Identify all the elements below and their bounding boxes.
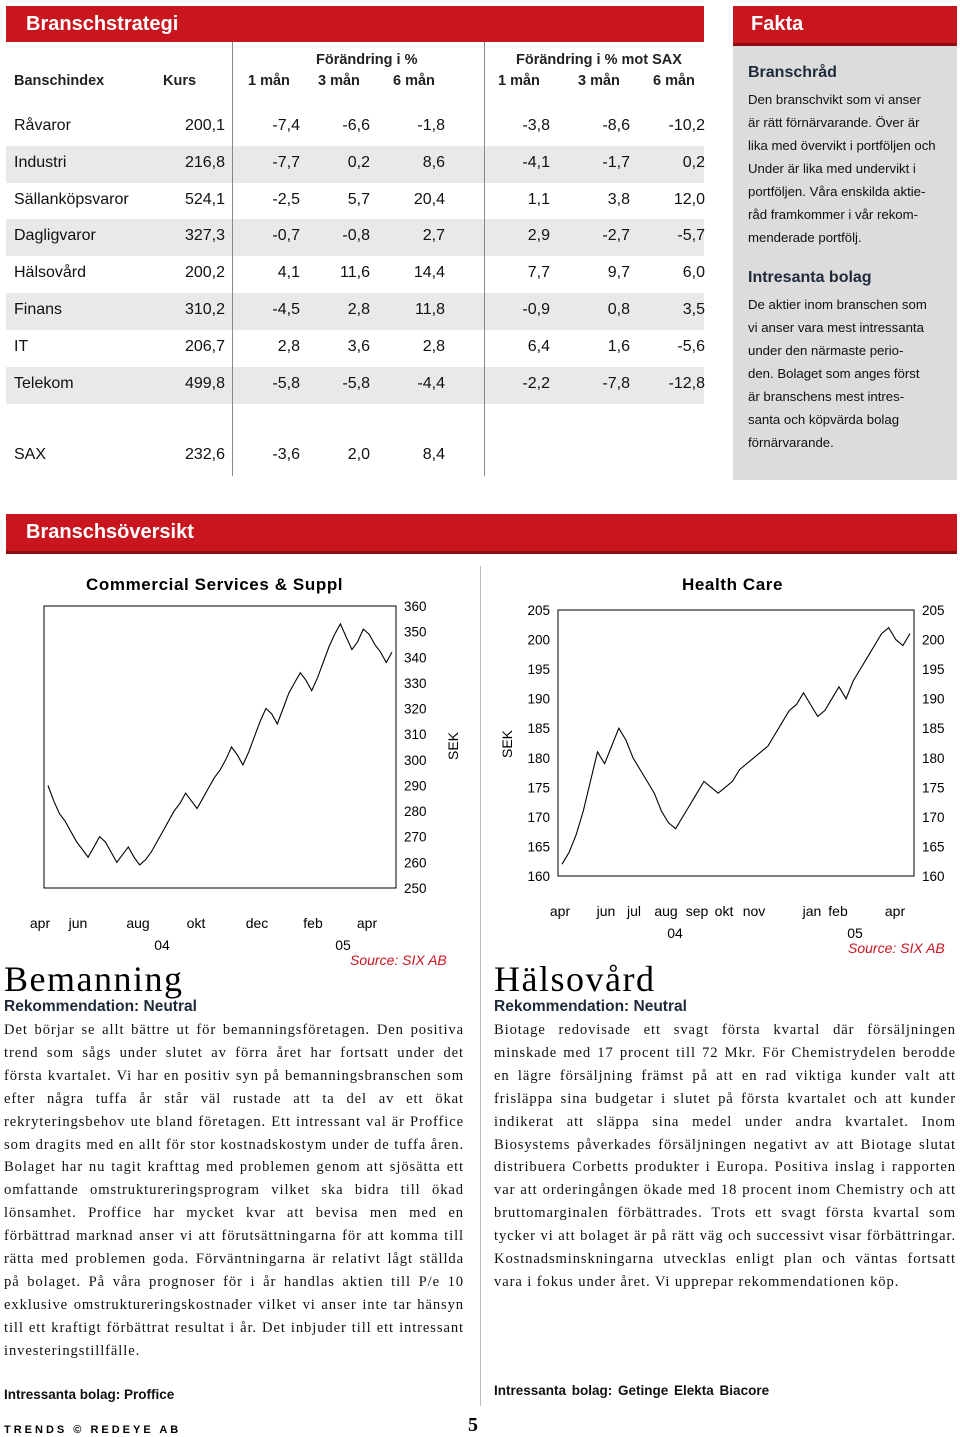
index-value: 2,7 (422, 227, 445, 244)
index-value: -0,9 (522, 301, 550, 318)
index-value: -1,8 (417, 117, 445, 134)
index-value: 0,2 (347, 154, 370, 171)
fakta-section-text: Den branschvikt som vi anser är rätt förnärvarande. Över är lika med övervikt i portföljen och Under är lika med undervikt i portföljen. Våra enskilda aktie- råd framkommer i vår rekom- menderade portfölj. (748, 92, 936, 245)
index-value: -10,2 (668, 117, 705, 134)
index-value: 5,7 (347, 191, 370, 208)
source-label: Source: SIX AB (848, 940, 945, 956)
year-label: 05 (335, 937, 351, 953)
y-axis-unit: SEK (499, 729, 515, 759)
year-label: 04 (154, 937, 170, 953)
index-value: 2,8 (347, 301, 370, 318)
strategy-header (6, 6, 704, 46)
article-recommendation: Rekommendation: Neutral (494, 998, 687, 1015)
article-footer: Intressanta bolag: Getinge Elekta Biacore (494, 1383, 770, 1398)
index-value: 524,1 (184, 191, 225, 208)
y-tick-label: 180 (527, 750, 550, 766)
x-tick-label: apr (356, 915, 378, 931)
y-tick-label: 200 (922, 632, 945, 648)
index-value: 7,7 (527, 264, 550, 281)
fakta-box (733, 6, 957, 480)
y-tick-label: 165 (527, 839, 550, 855)
source-label: Source: SIX AB (350, 952, 447, 968)
x-tick-label: jul (626, 903, 642, 919)
strategy-title: Branschstrategi (26, 13, 179, 35)
year-label: 05 (847, 925, 863, 941)
overview-header (6, 514, 957, 554)
index-name: SAX (14, 446, 47, 463)
index-value: -0,8 (342, 227, 370, 244)
index-value: 200,2 (184, 264, 225, 281)
y-tick-label: 160 (922, 869, 945, 884)
index-value: -4,4 (417, 375, 445, 392)
y-tick-label: 185 (527, 721, 550, 737)
y-tick-label: 200 (527, 632, 550, 648)
column-header: 6 mån (393, 73, 435, 89)
y-tick-label: 350 (404, 624, 427, 640)
index-value: 3,6 (347, 338, 370, 355)
index-value: 0,2 (682, 154, 705, 171)
y-tick-label: 310 (404, 727, 427, 743)
index-value: -3,6 (272, 446, 300, 463)
index-value: -4,1 (522, 154, 550, 171)
x-tick-label: okt (186, 915, 206, 931)
y-tick-label: 280 (404, 804, 427, 820)
article-title: Hälsovård (494, 959, 656, 999)
y-tick-label: 300 (404, 752, 427, 768)
column-header: 6 mån (653, 73, 695, 89)
strategy-table (6, 42, 704, 476)
index-value: -5,8 (342, 375, 370, 392)
index-value: 2,0 (347, 446, 370, 463)
index-value: -2,2 (522, 375, 550, 392)
index-value: 9,7 (607, 264, 630, 281)
x-tick-label: dec (245, 915, 269, 931)
x-tick-label: sep (685, 903, 709, 919)
fakta-title: Fakta (751, 13, 804, 35)
index-value: -8,6 (602, 117, 630, 134)
x-tick-label: okt (714, 903, 734, 919)
y-axis-unit: SEK (445, 731, 461, 761)
column-header: 1 mån (248, 73, 290, 89)
divider (484, 42, 485, 476)
index-value: 8,6 (422, 154, 445, 171)
index-value: 0,8 (607, 301, 630, 318)
y-tick-label: 180 (922, 750, 945, 766)
index-value: 2,8 (422, 338, 445, 355)
column-header: Banschindex (14, 73, 105, 89)
index-name: Industri (14, 154, 67, 171)
x-tick-label: apr (29, 915, 51, 931)
index-value: 3,5 (682, 301, 705, 318)
index-value: 2,9 (527, 227, 550, 244)
x-tick-label: aug (654, 903, 678, 919)
x-tick-label: jun (68, 915, 88, 931)
overview-title: Branschsöversikt (26, 521, 194, 543)
index-value: -5,7 (677, 227, 705, 244)
index-value: 3,8 (607, 191, 630, 208)
index-value: -5,6 (677, 338, 705, 355)
index-value: 12,0 (673, 191, 705, 208)
index-value: -5,8 (272, 375, 300, 392)
index-value: -2,7 (602, 227, 630, 244)
y-tick-label: 290 (404, 778, 427, 794)
index-name: Råvaror (14, 117, 71, 134)
x-tick-label: jun (596, 903, 616, 919)
column-header: 1 mån (498, 73, 540, 89)
plot-area (44, 606, 396, 888)
index-name: Finans (14, 301, 63, 318)
index-value: 232,6 (184, 446, 225, 463)
fakta-section-title: Intresanta bolag (748, 269, 872, 286)
plot-area (558, 610, 914, 876)
index-name: Sällanköpsvaror (14, 191, 129, 208)
index-value: 14,4 (413, 264, 445, 281)
y-tick-label: 250 (404, 881, 427, 896)
y-tick-label: 170 (922, 809, 945, 825)
y-tick-label: 330 (404, 675, 427, 691)
y-tick-label: 175 (527, 780, 550, 796)
index-name: Telekom (14, 375, 74, 392)
article-title: Bemanning (4, 959, 184, 999)
y-tick-label: 185 (922, 721, 945, 737)
index-value: 4,1 (277, 264, 300, 281)
article-footer: Intressanta bolag: Proffice (4, 1387, 175, 1402)
x-tick-label: apr (884, 903, 906, 919)
page-number: 5 (468, 1414, 478, 1436)
index-value: -0,7 (272, 227, 300, 244)
index-value: 1,1 (527, 191, 550, 208)
y-tick-label: 160 (527, 869, 550, 884)
index-value: 11,8 (415, 301, 445, 318)
footer-brand: TRENDS © REDEYE AB (4, 1424, 182, 1436)
index-value: 206,7 (184, 338, 225, 355)
index-value: 327,3 (184, 227, 225, 244)
index-value: -2,5 (272, 191, 300, 208)
index-value: -3,8 (522, 117, 550, 134)
article-body: Biotage redovisade ett svagt första kvartal där försäljningen minskade med 17 procent till 72 Mkr. För Chemistrydelen berodde en lägre försäljning främst på att en rad viktiga kunder valt att frisläppa sina budgetar i slutet på första kvartalet och att kunder indikerat att släppa sina medel under andra kvartalet. Inom Biosystems påverkades försäljningen negativt av att Biotage slutat distribuera Corbetts produkter i Europa. Positiva inslag i rapporten var att orderingången ökade med 18 procent inom Chemistry och att bruttomarginalen förbättrades. Trots ett svagt första kvartal som tycker vi att bolaget är på rätt väg och successivt visar förbättringar. Kostnadsminskningarna utvecklas enligt plan och väntas fortsatt vara i fokus under året. Vi upprepar rekommendationen köp. (494, 1022, 956, 1290)
x-tick-label: apr (549, 903, 571, 919)
index-value: -12,8 (668, 375, 705, 392)
y-tick-label: 340 (404, 650, 427, 666)
x-tick-label: nov (742, 903, 766, 919)
commercial-services-chart (0, 596, 480, 968)
column-header: Kurs (163, 73, 197, 89)
y-tick-label: 260 (404, 855, 427, 871)
column-header: 3 mån (578, 73, 620, 89)
column-header: 3 mån (318, 73, 360, 89)
index-value: -7,8 (602, 375, 630, 392)
y-tick-label: 320 (404, 701, 427, 717)
index-value: 20,4 (413, 191, 445, 208)
index-value: 11,6 (340, 264, 370, 281)
x-tick-label: feb (303, 915, 323, 931)
index-value: -1,7 (602, 154, 630, 171)
index-value: -7,7 (272, 154, 300, 171)
index-value: 1,6 (607, 338, 630, 355)
y-tick-label: 360 (404, 599, 427, 614)
y-tick-label: 205 (527, 603, 550, 618)
index-value: 2,8 (277, 338, 300, 355)
group2-title: Förändring i % mot SAX (516, 52, 682, 68)
y-tick-label: 165 (922, 839, 945, 855)
index-value: 310,2 (184, 301, 225, 318)
x-tick-label: aug (126, 915, 150, 931)
y-tick-label: 205 (922, 603, 945, 618)
x-tick-label: feb (828, 903, 848, 919)
y-tick-label: 175 (922, 780, 945, 796)
index-value: 6,4 (527, 338, 550, 355)
index-name: Dagligvaror (14, 227, 96, 244)
column-divider (480, 566, 481, 1406)
index-value: 216,8 (184, 154, 225, 171)
y-tick-label: 270 (404, 829, 427, 845)
index-value: 499,8 (184, 375, 225, 392)
fakta-section-text: De aktier inom branschen som vi anser vara mest intressanta under den närmaste perio- den. Bolaget som anges först är branschens mest intres- santa och köpvärda bolag förnärvarande. (748, 297, 927, 450)
index-value: 8,4 (422, 446, 445, 463)
divider (232, 42, 233, 476)
y-tick-label: 170 (527, 809, 550, 825)
index-value: -6,6 (342, 117, 370, 134)
article-body: Det börjar se allt bättre ut för bemanningsföretagen. Den positiva trend som sågs under slutet av förra året har fortsatt under det första kvartalet. Vi har en positiv syn på bemanningsbranschen som efter några tuffa år står väl rustade att ta del av ett ökat rekryteringsbehov ute bland företagen. Ett intressant val är Proffice som dragits med en allt för stor kostnadskostym under de tuffa åren. Bolaget har nu tagit krafttag med problemen genom att sjösätta ett omfattande omstruktureringsprogram vilket ska bidra till ökad lönsamhet. Proffice har mycket kvar att bevisa men med en förbättrad marknad anser vi att förutsättningarna för att komma till rätta med problemen goda. Förväntningarna är relativt lågt ställda på bolaget. På våra prognoser för i år handlas aktien till P/e 10 exklusive omstruktureringskostnader vilket vi anser inte tar hänsyn till ett kraftigt förbättrat resultat i år. Det inbjuder till ett intressant investeringstillfälle. (4, 1022, 464, 1359)
y-tick-label: 190 (527, 691, 550, 707)
x-tick-label: jan (802, 903, 822, 919)
index-value: 200,1 (184, 117, 225, 134)
y-tick-label: 195 (527, 662, 550, 678)
y-tick-label: 190 (922, 691, 945, 707)
fakta-section-title: Branschråd (748, 64, 837, 81)
index-name: IT (14, 338, 29, 355)
fakta-header (733, 6, 957, 46)
year-label: 04 (667, 925, 683, 941)
article-recommendation: Rekommendation: Neutral (4, 998, 197, 1015)
index-value: -7,4 (272, 117, 300, 134)
chart-title: Commercial Services & Suppl (86, 575, 344, 594)
health-care-chart (482, 596, 960, 956)
index-value: -4,5 (272, 301, 300, 318)
group1-title: Förändring i % (316, 52, 418, 68)
y-tick-label: 195 (922, 662, 945, 678)
index-name: Hälsovård (14, 264, 87, 281)
index-value: 6,0 (682, 264, 705, 281)
chart-title: Health Care (682, 575, 784, 594)
